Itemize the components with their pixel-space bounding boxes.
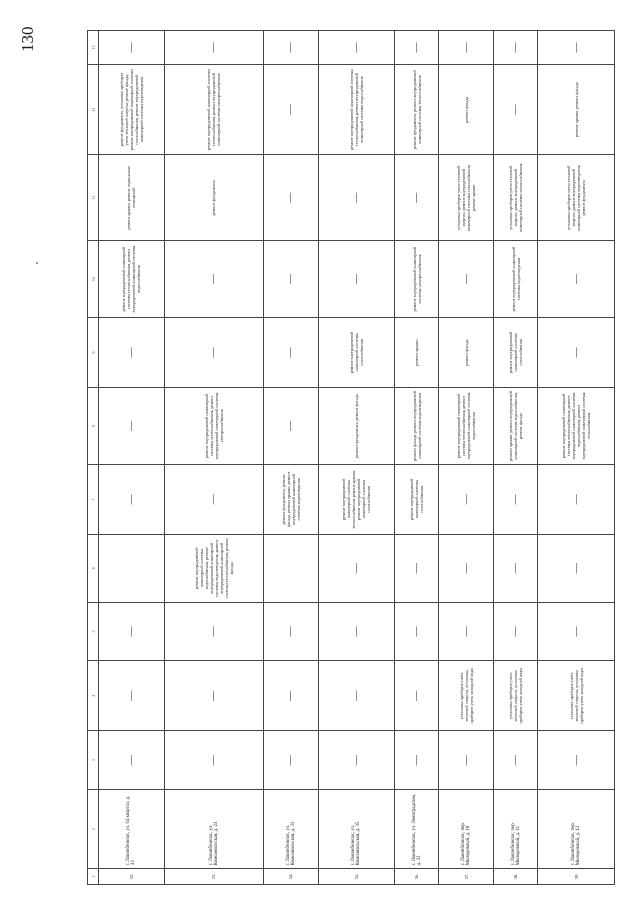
table-cell: — bbox=[494, 731, 538, 790]
row-number: 39. bbox=[538, 869, 615, 885]
table-cell: — bbox=[439, 241, 494, 318]
table-cell: ремонт фасада, ремонт внутридомовой инженерной системы водоотведения bbox=[395, 388, 439, 465]
row-number: 37. bbox=[439, 869, 494, 885]
table-cell: ремонт внутридомовой инженерной системы газоснабжения bbox=[318, 317, 395, 387]
column-header-row bbox=[88, 31, 99, 885]
table-cell: — bbox=[99, 731, 165, 790]
table-cell: ремонт внутридомовой инженерной системы теплоснабжения, ремонт внутридомовой инженерной системы электроснабжения bbox=[164, 64, 263, 154]
table-cell: — bbox=[318, 31, 395, 65]
table-cell: — bbox=[164, 602, 263, 661]
column-header-11: 11 bbox=[88, 155, 99, 241]
column-header-12: 12 bbox=[88, 64, 99, 154]
table-cell: ремонт внутридомовой инженерной системы газоснабжения bbox=[395, 464, 439, 534]
column-header-10: 10 bbox=[88, 241, 99, 318]
table-cell: — bbox=[99, 31, 165, 65]
table-cell: — bbox=[538, 464, 615, 534]
table-cell: — bbox=[263, 661, 318, 731]
table-cell: — bbox=[318, 241, 395, 318]
table-cell: — bbox=[395, 661, 439, 731]
table-row bbox=[439, 31, 494, 885]
table-cell: ремонт внутридомовой инженерной системы теплоснабжения, ремонт внутридомовой инженерной системы электроснабжения bbox=[164, 388, 263, 465]
row-address: г. Лакинбезопас, ул. 64 квартал, д. 33 bbox=[99, 790, 165, 869]
table-cell: ремонт внутридомовой инженерной системы газоснабжения bbox=[494, 317, 538, 387]
table-cell: — bbox=[494, 534, 538, 602]
table-cell: ремонт крыши, ремонт фасада bbox=[538, 64, 615, 154]
table-cell: ремонт фундамента bbox=[164, 155, 263, 241]
table-cell: — bbox=[395, 155, 439, 241]
table-cell: ремонт крыши bbox=[395, 317, 439, 387]
table-cell: — bbox=[164, 317, 263, 387]
table-cell: — bbox=[318, 602, 395, 661]
table-cell: — bbox=[439, 464, 494, 534]
scan-speck bbox=[36, 262, 38, 264]
table-cell: ремонт внутридомовой инженерной системы водоотведения bbox=[494, 241, 538, 318]
table-cell: ремонт фундамента, ремонт фасада, ремонт крыши, ремонт внутридомовой инженерной системы водоотведения bbox=[263, 464, 318, 534]
table-cell: — bbox=[263, 31, 318, 65]
table-cell: — bbox=[395, 602, 439, 661]
column-header-13: 13 bbox=[88, 31, 99, 65]
table-cell: — bbox=[164, 241, 263, 318]
table-cell: ремонт внутридомовой инженерной системы теплоснабжения, ремонт внутридомовой инженерной системы водоснабжения, ремонт внутридомовой инженерной системы газоснабжения bbox=[538, 388, 615, 465]
table-cell: — bbox=[538, 534, 615, 602]
table-cell: — bbox=[439, 602, 494, 661]
table-cell: — bbox=[538, 317, 615, 387]
column-header-8: 8 bbox=[88, 388, 99, 465]
column-header-3: 3 bbox=[88, 731, 99, 790]
table-cell: — bbox=[99, 602, 165, 661]
table-cell: — bbox=[395, 731, 439, 790]
column-header-6: 6 bbox=[88, 534, 99, 602]
row-address: г. Лакинбезопас, пер. Молодежный, д. 12 bbox=[538, 790, 615, 869]
table-cell: установка приборов учета тепловой энергии, ремонт внутридомовой инженерной системы газоснабжения, ремонт крыши bbox=[439, 155, 494, 241]
table-row bbox=[318, 31, 395, 885]
table-cell: — bbox=[439, 731, 494, 790]
row-address: г. Лакинбезопас, ул. Комсомольская, д. 23 bbox=[164, 790, 263, 869]
table-cell: ремонт внутридомовой инженерной системы электроснабжения bbox=[395, 241, 439, 318]
table-cell bbox=[263, 534, 318, 602]
table-cell: — bbox=[494, 464, 538, 534]
table-cell: ремонт фундамента, ремонт фасада bbox=[318, 388, 395, 465]
row-number: 35. bbox=[318, 869, 395, 885]
table-cell: — bbox=[538, 602, 615, 661]
row-number: 36. bbox=[395, 869, 439, 885]
row-address: г. Лакинбезопас, ул. Комсомольская, д. 31 bbox=[263, 790, 318, 869]
row-address: г. Лакинбезопас, ул. Лениградская, д. 33 bbox=[395, 790, 439, 869]
table-cell: — bbox=[263, 388, 318, 465]
table-cell: — bbox=[263, 64, 318, 154]
table-cell: — bbox=[318, 661, 395, 731]
repair-schedule-table bbox=[87, 30, 615, 885]
row-number: 32. bbox=[99, 869, 165, 885]
table-cell: — bbox=[263, 731, 318, 790]
table-cell: — bbox=[99, 661, 165, 731]
table-cell: ремонт внутридомовой инженерной системы теплоснабжения, ремонт внутридомовой инженерной системы водоснабжения bbox=[99, 241, 165, 318]
table-cell: — bbox=[439, 31, 494, 65]
column-header-2: 2 bbox=[88, 790, 99, 869]
table-cell: ремонт крыши, ремонт внутридомовой инженерной системы водоснабжения, ремонт фасада bbox=[494, 388, 538, 465]
table-cell: — bbox=[395, 534, 439, 602]
table-row bbox=[99, 31, 165, 885]
table-cell: ремонт внутридомовой инженерной системы теплоснабжения, ремонт внутридомовой инженерной системы водоснабжения bbox=[439, 388, 494, 465]
rotated-table-frame bbox=[87, 30, 615, 885]
table-row bbox=[494, 31, 538, 885]
table-row bbox=[164, 31, 263, 885]
row-address: г. Лакинбезопас, пер. Молодежный, д. 10 bbox=[439, 790, 494, 869]
table-cell: ремонт фасада bbox=[439, 317, 494, 387]
rotated-table bbox=[87, 30, 615, 885]
table-cell: — bbox=[538, 241, 615, 318]
table-cell: — bbox=[263, 602, 318, 661]
table-cell: — bbox=[99, 388, 165, 465]
table-cell: ремонт фундамента, ремонт внутридомовой инженерной системы теплоснабжения bbox=[395, 64, 439, 154]
row-number: 33. bbox=[164, 869, 263, 885]
table-cell: — bbox=[164, 731, 263, 790]
table-cell: установка приборов учета тепловой энергии, установка приборов учета холодной воды bbox=[439, 661, 494, 731]
table-cell: — bbox=[395, 31, 439, 65]
column-header-7: 7 bbox=[88, 464, 99, 534]
table-cell: установка приборов учета тепловой энергии, установка приборов учета холодной воды bbox=[538, 661, 615, 731]
table-cell: — bbox=[263, 241, 318, 318]
table-cell: установка приборов учета тепловой энергии, установка приборов учета холодной воды bbox=[494, 661, 538, 731]
table-row bbox=[395, 31, 439, 885]
table-row bbox=[263, 31, 318, 885]
table-cell: — bbox=[439, 534, 494, 602]
table-cell: ремонт фундамента, установка приборов учета тепловой энергии, ремонт фасада, ремонт внутридомовой инженерной системы газоснабжения, ремонт внутридомовой инженерной системы водоотведения bbox=[99, 64, 165, 154]
table-cell: — bbox=[164, 661, 263, 731]
column-header-5: 5 bbox=[88, 602, 99, 661]
table-cell: — bbox=[538, 731, 615, 790]
table-cell: ремонт фасада bbox=[439, 64, 494, 154]
table-cell: — bbox=[99, 464, 165, 534]
table-cell: ремонт внутридомовой инженерной системы водоснабжения, ремонт внутридомовой инженерной системы водоотведения, ремонт внутридомовой инженерной системы теплоснабжения, ремонт фасада bbox=[164, 534, 263, 602]
table-cell: — bbox=[99, 317, 165, 387]
table-cell: — bbox=[164, 464, 263, 534]
table-row bbox=[538, 31, 615, 885]
table-cell: — bbox=[494, 602, 538, 661]
table-cell: установка приборов учета тепловой энергии, ремонт внутридомовой инженерной системы водоотведения, ремонт фундамента bbox=[538, 155, 615, 241]
table-cell: — bbox=[494, 64, 538, 154]
row-number: 38. bbox=[494, 869, 538, 885]
column-header-9: 9 bbox=[88, 317, 99, 387]
page-number: 130 bbox=[18, 26, 37, 52]
table-cell: ремонт внутридомовой инженерной системы теплоснабжения, ремонт внутридомовой инженерной системы водоснабжения bbox=[318, 64, 395, 154]
table-cell: — bbox=[318, 534, 395, 602]
row-address: г. Лакинбезопас, ул. Комсомольская, д. 35 bbox=[318, 790, 395, 869]
table-cell: ремонт крыши, ремонт подвальных помещений bbox=[99, 155, 165, 241]
column-header-1: 1 bbox=[88, 869, 99, 885]
table-cell: — bbox=[538, 31, 615, 65]
table-cell: — bbox=[164, 31, 263, 65]
table-cell: — bbox=[263, 317, 318, 387]
table-cell: установка приборов учета тепловой энергии, ремонт внутридомовой инженерной системы теплоснабжения bbox=[494, 155, 538, 241]
column-header-4: 4 bbox=[88, 661, 99, 731]
row-address: г. Лакинбезопас, пер. Молодежный, д. 11 bbox=[494, 790, 538, 869]
table-cell: — bbox=[263, 155, 318, 241]
row-number: 34. bbox=[263, 869, 318, 885]
table-cell: ремонт внутридомовой инженерной системы теплоснабжения, ремонт крыши, ремонт внутридомовой инженерной системы газоснабжения bbox=[318, 464, 395, 534]
table-cell: — bbox=[318, 155, 395, 241]
table-cell bbox=[99, 534, 165, 602]
table-cell: — bbox=[494, 31, 538, 65]
table-cell: — bbox=[318, 731, 395, 790]
